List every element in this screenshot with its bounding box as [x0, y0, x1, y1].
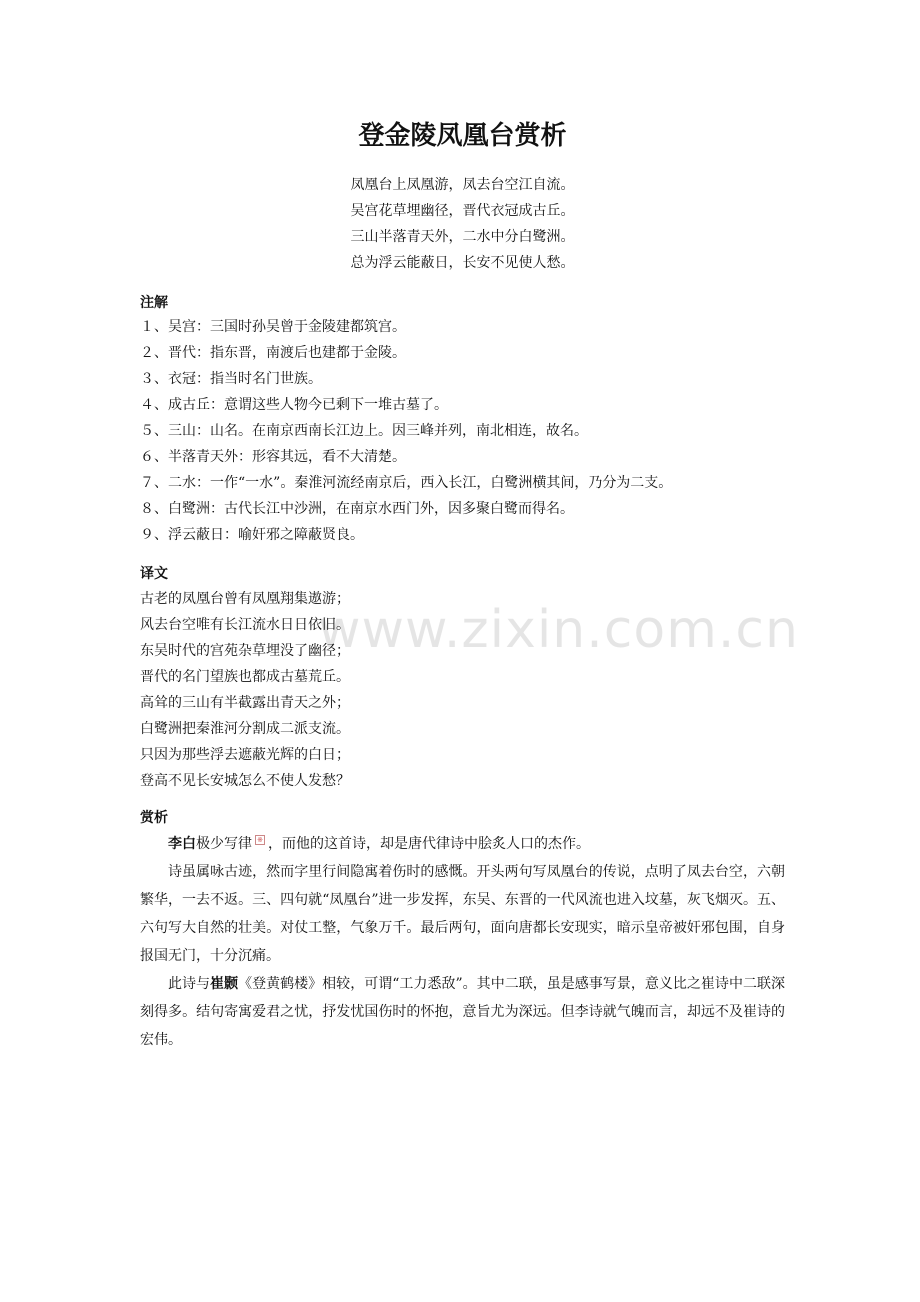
translation-line: 只因为那些浮去遮蔽光辉的白日；	[140, 747, 350, 763]
notes-list	[140, 314, 785, 548]
translation-line: 晋代的名门望族也都成古墓荒丘。	[140, 669, 350, 685]
analysis-paragraph: 诗虽属咏古迹，然而字里行间隐寓着伤时的感慨。开头两句写凤凰台的传说，点明了凤去台空，六朝繁华，一去不返。三、四句就“凤凰台”进一步发挥，东吴、东晋的一代风流也进入坟墓，灰飞烟灭。五、六句写大自然的壮美。对仗工整，气象万千。最后两句，面向唐都长安现实，暗示皇帝被奸邪包围，自身报国无门，十分沉痛。	[140, 864, 785, 964]
note-item: ７、二水：一作“一水”。秦淮河流经南京后，西入长江，白鹭洲横其间，乃分为二支。	[140, 475, 673, 491]
note-item: ３、衣冠：指当时名门世族。	[140, 371, 322, 387]
analysis-text: ，而他的这首诗，却是唐代律诗中脍炙人口的杰作。	[268, 836, 590, 852]
reference-icon[interactable]: ※	[255, 835, 265, 845]
note-item: ２、晋代：指东晋，南渡后也建都于金陵。	[140, 345, 406, 361]
analysis-paragraph	[140, 830, 785, 858]
page-title: 登金陵凤凰台赏析	[358, 121, 567, 151]
translation-line: 登高不见长安城怎么不使人发愁？	[140, 773, 350, 789]
note-item: ５、三山：山名。在南京西南长江边上。因三峰并列，南北相连，故名。	[140, 423, 588, 439]
author-link-cui-hao[interactable]: 崔颢	[210, 976, 239, 992]
poem-line: 凤凰台上凤凰游，凤去台空江自流。	[350, 177, 575, 193]
analysis-text: 极少写律	[196, 836, 252, 852]
note-item: ８、白鹭洲：古代长江中沙洲，在南京水西门外，因多聚白鹭而得名。	[140, 501, 574, 517]
notes-heading: 注解	[140, 295, 168, 311]
poem-block	[140, 172, 785, 276]
translation-line: 风去台空唯有长江流水日日依旧。	[140, 617, 350, 633]
author-link-li-bai[interactable]: 李白	[168, 836, 196, 852]
note-item: ６、半落青天外：形容其远，看不大清楚。	[140, 449, 406, 465]
poem-line: 总为浮云能蔽日，长安不见使人愁。	[350, 255, 575, 271]
note-item: １、吴宫：三国时孙吴曾于金陵建都筑宫。	[140, 319, 406, 335]
poem-line: 吴宫花草埋幽径，晋代衣冠成古丘。	[350, 203, 575, 219]
translation-list	[140, 586, 785, 794]
analysis-text: 此诗与	[168, 976, 211, 992]
translation-line: 古老的凤凰台曾有凤凰翔集遨游；	[140, 591, 350, 607]
translation-heading: 译文	[140, 566, 168, 582]
translation-line: 高耸的三山有半截露出青天之外；	[140, 695, 350, 711]
analysis-body	[140, 830, 785, 1054]
poem-line: 三山半落青天外，二水中分白鹭洲。	[350, 229, 575, 245]
analysis-paragraph	[140, 970, 785, 1054]
analysis-heading: 赏析	[140, 810, 168, 826]
note-item: ４、成古丘：意谓这些人物今已剩下一堆古墓了。	[140, 397, 448, 413]
watermark: www.zixin.com.cn	[318, 600, 799, 660]
analysis-text: 《登黄鹤楼》相较，可谓“工力悉敌”。其中二联，虽是感事写景，意义比之崔诗中二联深刻得多。结句寄寓爱君之忧，抒发忧国伤时的怀抱，意旨尤为深远。但李诗就气魄而言，却远不及崔诗的宏伟。	[140, 976, 785, 1048]
translation-line: 东吴时代的宫苑杂草埋没了幽径；	[140, 643, 350, 659]
translation-line: 白鹭洲把秦淮河分割成二派支流。	[140, 721, 350, 737]
note-item: ９、浮云蔽日：喻奸邪之障蔽贤良。	[140, 527, 364, 543]
